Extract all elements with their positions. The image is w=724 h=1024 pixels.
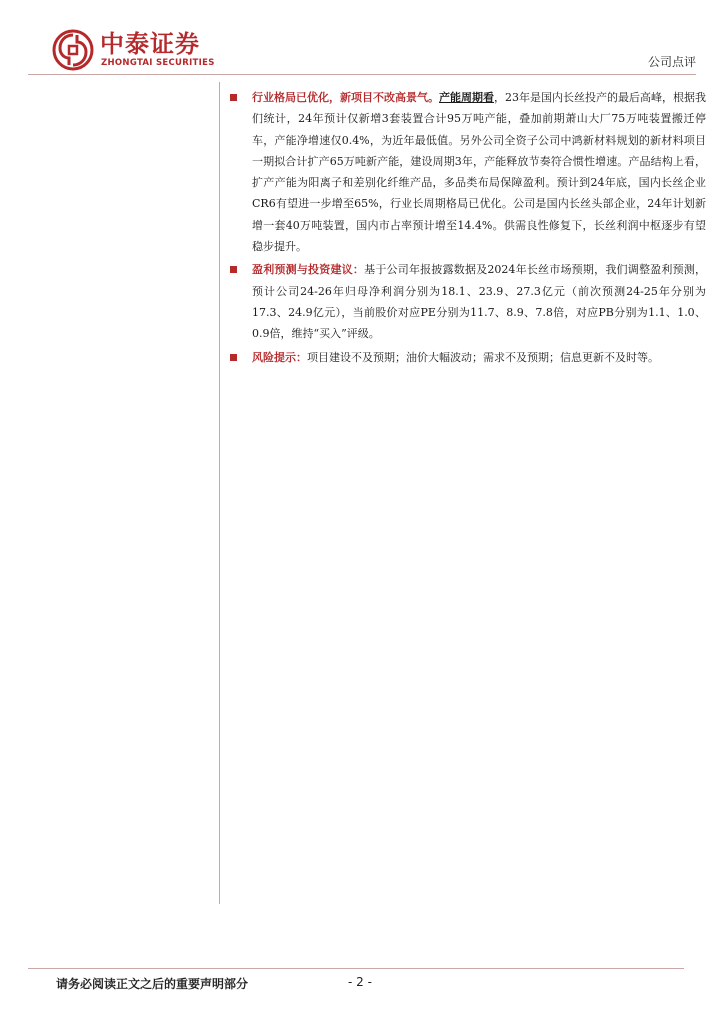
brand-name-cn: 中泰证券: [100, 30, 200, 58]
underlined-phrase: 产能周期看: [439, 91, 494, 104]
footer-disclaimer: 请务必阅读正文之后的重要声明部分: [56, 977, 249, 991]
sidebar-divider: [219, 82, 220, 904]
bullet-square-icon: [230, 266, 237, 273]
header-divider: [28, 74, 696, 75]
section-industry: [230, 87, 706, 257]
bullet-square-icon: [230, 94, 237, 101]
paragraph-text: 基于公司年报披露数据及2024年长丝市场预期，我们调整盈利预测，预计公司24-26年归母净利润分别为18.1、23.9、27.3亿元（前次预测24-25年分别为17.3、24.9亿元），当前股价对应PE分别为11.7、8.9、7.8倍，对应PB分别为1.1、1.0、0.9倍，维持“买入”评级。: [252, 263, 706, 341]
paragraph: [252, 347, 706, 368]
page-number: - 2 -: [348, 975, 372, 989]
paragraph-text: ，23年是国内长丝投产的最后高峰，根据我们统计，24年预计仅新增3套装置合计95万吨产能，叠加前期萧山大厂75万吨装置搬迁停车，产能净增速仅0.4%，为近年最低值。另外公司全资子公司中鸿新材料规划的新材料项目一期拟合计扩产65万吨新产能，建设周期3年，产能释放节奏符合惯性增速。产品结构上看，扩产产能为阳离子和差别化纤维产品，多品类布局保障盈利。预计到24年底，国内长丝企业CR6有望进一步增至65%，行业长周期格局已优化。公司是国内长丝头部企业，24年计划新增一套40万吨装置，国内市占率预计增至14.4%。供需良性修复下，长丝利润中枢逐步有望稳步提升。: [252, 91, 706, 254]
brand-name-en: ZHONGTAI SECURITIES: [101, 58, 215, 68]
section-forecast: [230, 259, 706, 344]
section-heading: 行业格局已优化，新项目不改高景气。: [252, 91, 439, 104]
document-type: 公司点评: [647, 55, 696, 69]
bullet-square-icon: [230, 354, 237, 361]
page-header: [0, 0, 724, 80]
paragraph: [252, 259, 706, 344]
section-heading: 风险提示：: [252, 350, 307, 364]
section-risk: [230, 347, 706, 368]
report-body: [230, 87, 706, 370]
paragraph: [252, 87, 706, 257]
footer-divider: [28, 968, 684, 969]
section-heading: 盈利预测与投资建议：: [252, 263, 365, 277]
paragraph-text: 项目建设不及预期；油价大幅波动；需求不及预期；信息更新不及时等。: [307, 350, 659, 364]
zhongtai-logo-icon: [52, 29, 94, 71]
